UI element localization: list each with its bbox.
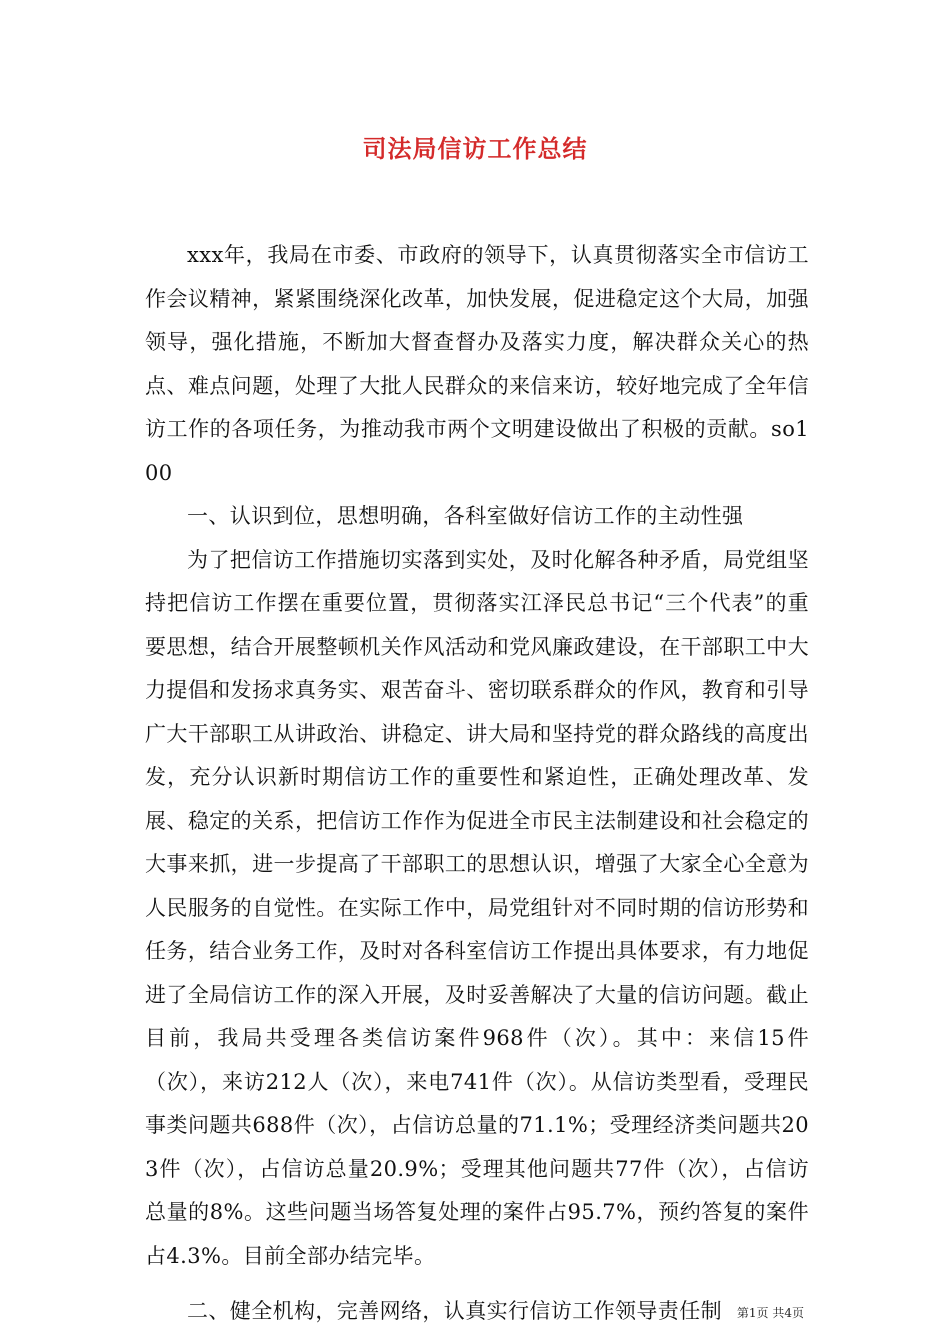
document-body [145, 234, 809, 1334]
section-1-paragraph: 为了把信访工作措施切实落到实处，及时化解各种矛盾，局党组坚持把信访工作摆在重要位置，贯彻落实江泽民总书记“三个代表”的重要思想，结合开展整顿机关作风活动和党风廉政建设，在干部职工中大力提倡和发扬求真务实、艰苦奋斗、密切联系群众的作风，教育和引导广大干部职工从讲政治、讲稳定、讲大局和坚持党的群众路线的高度出发，充分认识新时期信访工作的重要性和紧迫性，正确处理改革、发展、稳定的关系，把信访工作作为促进全市民主法制建设和社会稳定的大事来抓，进一步提高了干部职工的思想认识，增强了大家全心全意为人民服务的自觉性。在实际工作中，局党组针对不同时期的信访形势和任务，结合业务工作，及时对各科室信访工作提出具体要求，有力地促进了全局信访工作的深入开展，及时妥善解决了大量的信访问题。截止目前，我局共受理各类信访案件968件（次）。其中：来信15件（次），来访212人（次），来电741件（次）。从信访类型看，受理民事类问题共688件（次），占信访总量的71.1%；受理经济类问题共203件（次），占信访总量20.9%；受理其他问题共77件（次），占信访总量的8%。这些问题当场答复处理的案件占95.7%，预约答复的案件占4.3%。目前全部办结完毕。 [145, 547, 809, 1268]
section-heading-1: 一、认识到位，思想明确，各科室做好信访工作的主动性强 [187, 504, 744, 528]
document-title: 司法局信访工作总结 [362, 134, 588, 163]
intro-paragraph: xxx年，我局在市委、市政府的领导下，认真贯彻落实全市信访工作会议精神，紧紧围绕深化改革，加快发展，促进稳定这个大局，加强领导，强化措施，不断加大督查督办及落实力度，解决群众关心的热点、难点问题，处理了大批人民群众的来信来访，较好地完成了全年信访工作的各项任务，为推动我市两个文明建设做出了积极的贡献。so100 [145, 243, 809, 485]
section-heading-2: 二、健全机构，完善网络，认真实行信访工作领导责任制 [187, 1299, 722, 1323]
page-number: 第1页 共4页 [736, 1306, 804, 1320]
